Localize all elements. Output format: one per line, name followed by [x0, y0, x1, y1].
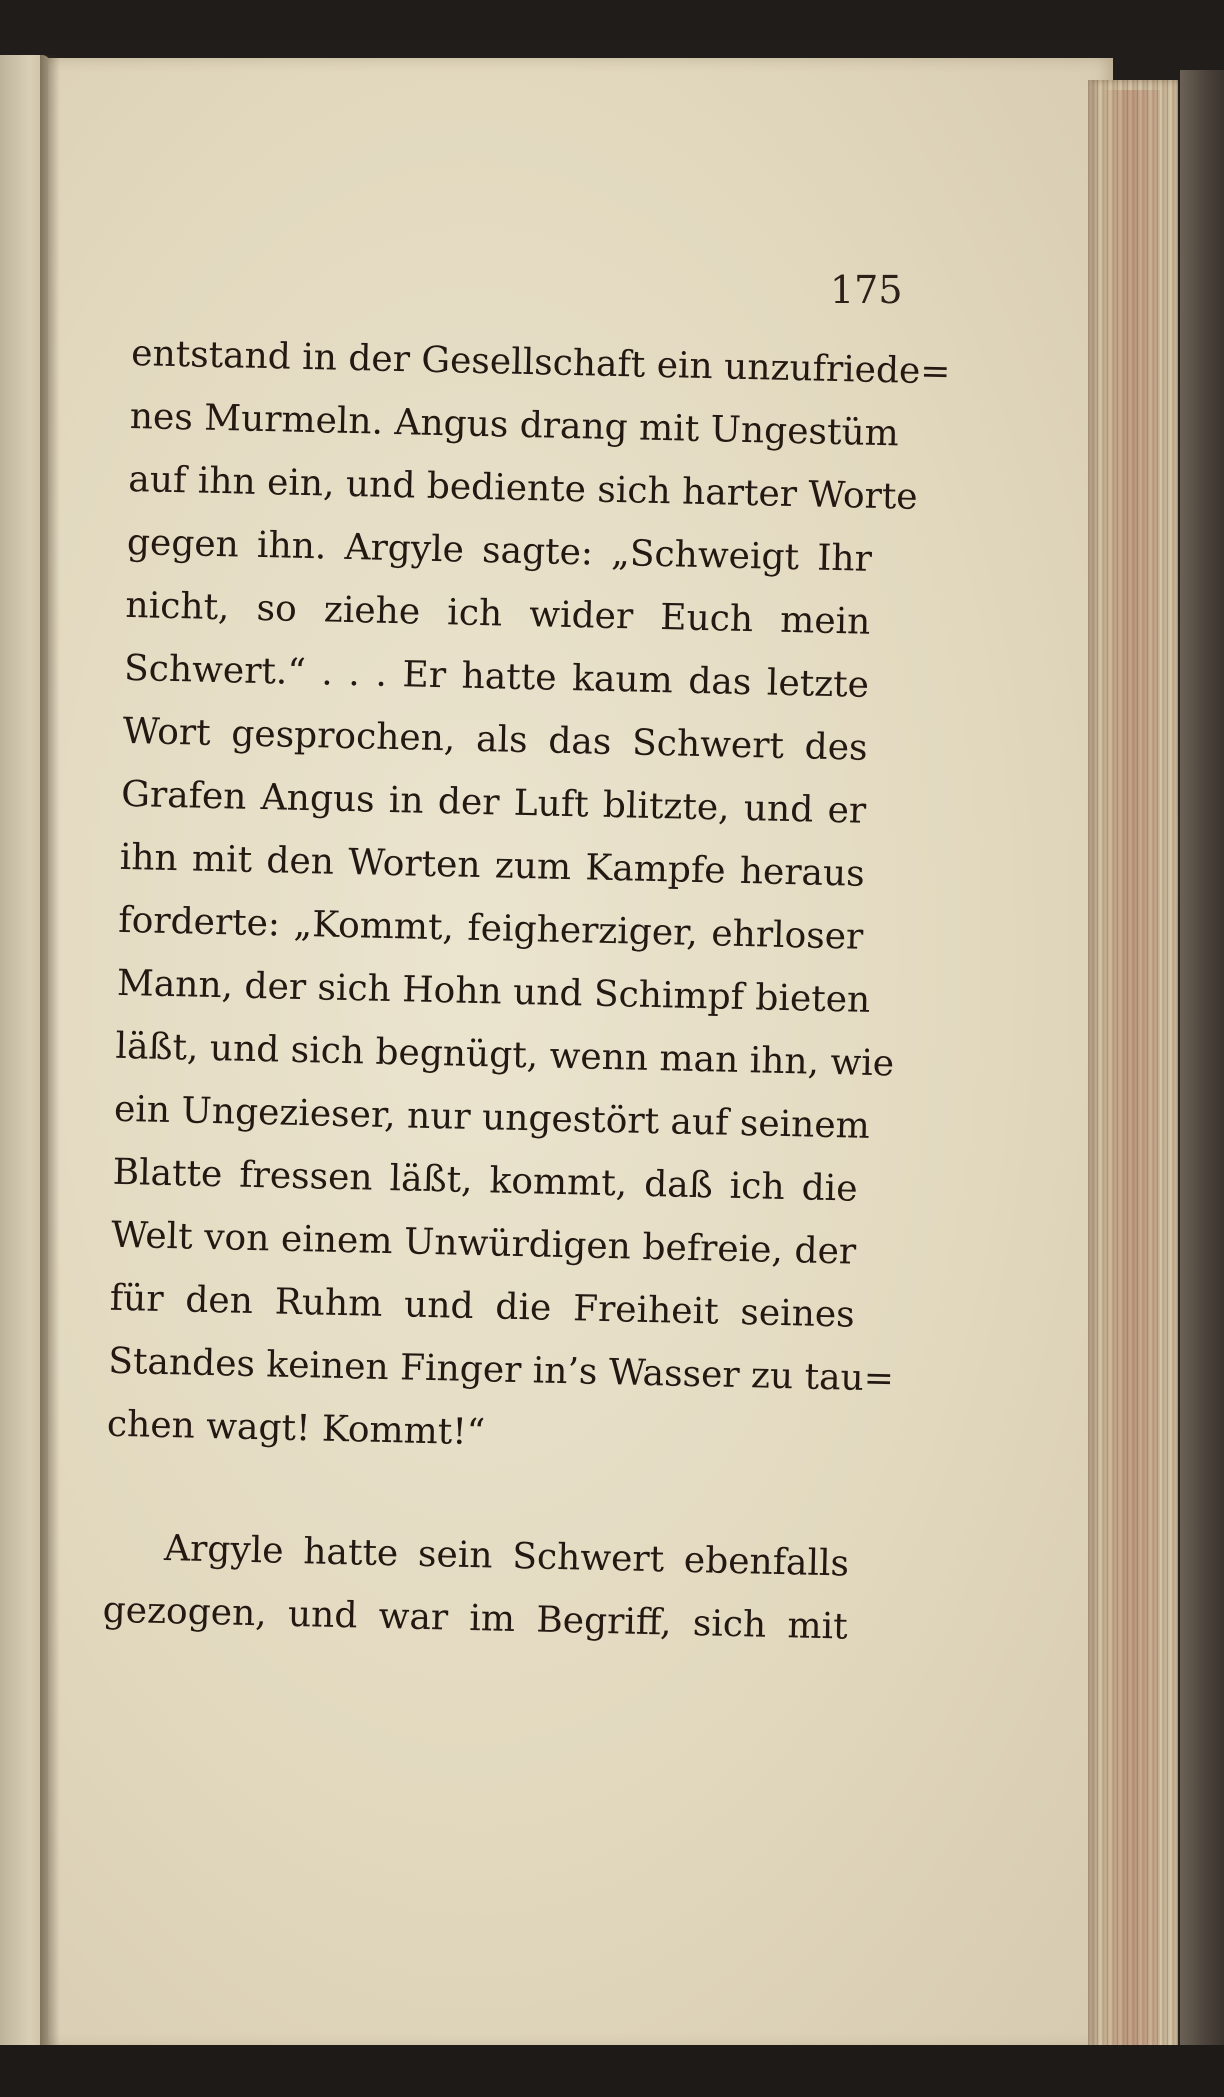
text-line: auf ihn ein, und bediente sich harter Worte	[127, 458, 919, 518]
scan-bottom-border	[0, 2045, 1224, 2097]
text-line: Welt von einem Unwürdigen befreie, der	[110, 1214, 857, 1273]
text-line: chen wagt! Kommt!“	[106, 1403, 486, 1454]
paragraph	[102, 1516, 850, 1659]
text-line: forderte: „Kommt, feigherziger, ehrloser	[117, 899, 864, 958]
page-edge-stain	[1100, 90, 1160, 2050]
text-line: Wort gesprochen, als das Schwert des	[122, 710, 868, 769]
text-line: Argyle hatte sein Schwert ebenfalls	[163, 1528, 850, 1585]
text-line: entstand in der Gesellschaft ein unzufriede=	[130, 332, 951, 393]
page-number: 175	[830, 268, 903, 312]
text-line: nes Murmeln. Angus drang mit Ungestüm	[129, 395, 900, 455]
text-line: Mann, der sich Hohn und Schimpf bieten	[116, 962, 871, 1021]
text-line: ein Ungezieser, nur ungestört auf seinem	[113, 1088, 871, 1147]
text-line: Standes keinen Finger in’s Wasser zu tau=	[107, 1340, 895, 1400]
text-line: gezogen, und war im Begriff, sich mit	[102, 1589, 849, 1648]
text-line: Blatte fressen läßt, kommt, daß ich die	[112, 1151, 858, 1210]
text-line: Grafen Angus in der Luft blitzte, und er	[120, 773, 867, 832]
text-line: für den Ruhm und die Freiheit seines	[109, 1277, 856, 1336]
paragraph	[106, 322, 951, 1473]
binding-gutter	[40, 55, 60, 2065]
text-line: Schwert.“ . . . Er hatte kaum das letzte	[123, 647, 870, 706]
text-line: gegen ihn. Argyle sagte: „Schweigt Ihr	[126, 521, 873, 580]
text-line: läßt, und sich begnügt, wenn man ihn, wie	[115, 1025, 895, 1085]
text-line: ihn mit den Worten zum Kampfe heraus	[119, 836, 866, 895]
text-line: nicht, so ziehe ich wider Euch mein	[125, 584, 871, 643]
book-cover-edge	[1180, 70, 1224, 2070]
body-text	[102, 322, 951, 1659]
